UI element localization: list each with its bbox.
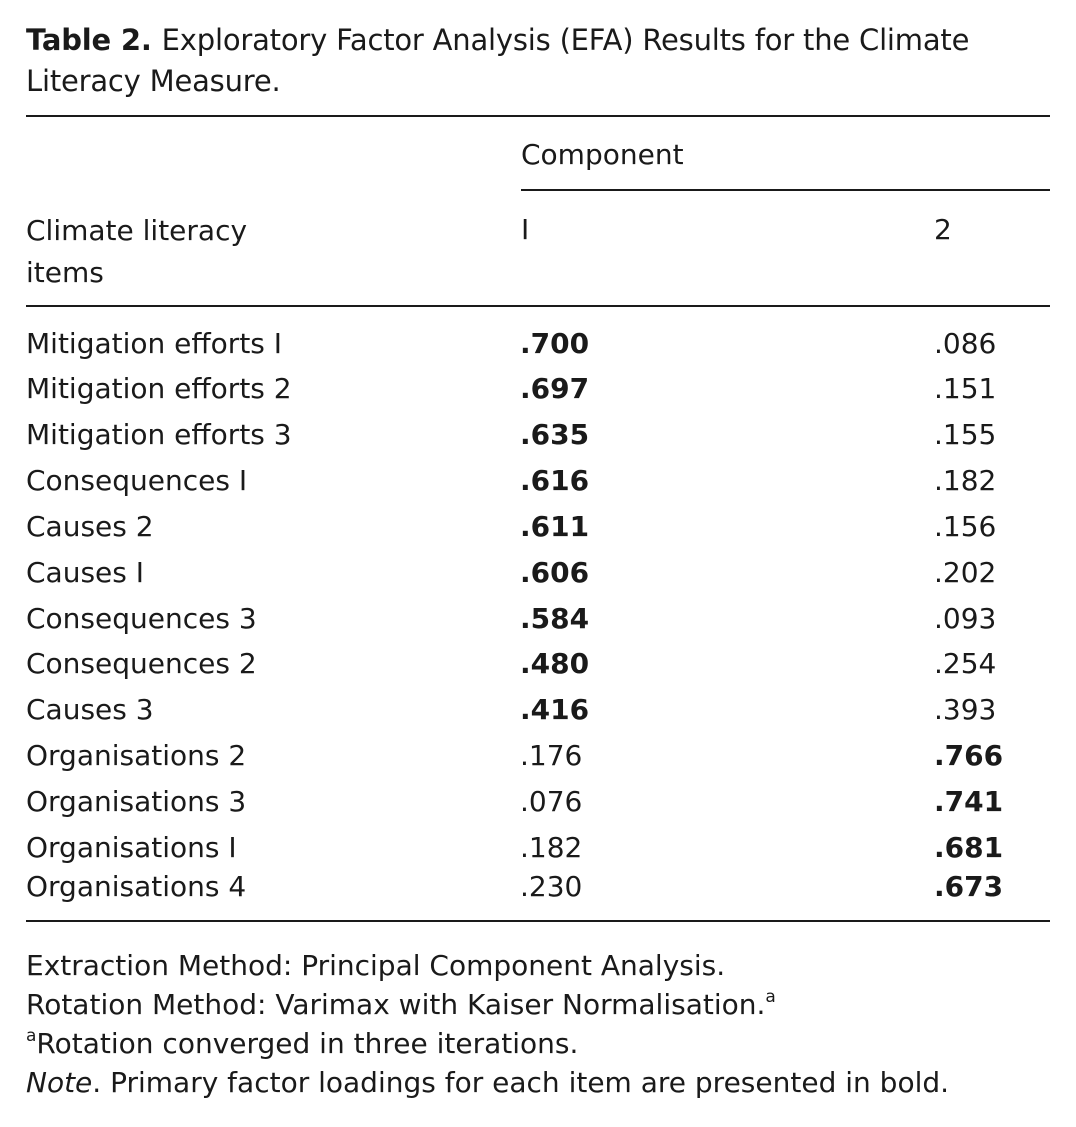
item-name: Organisations 3 [26, 785, 247, 818]
item-name: Mitigation efforts 2 [26, 372, 292, 405]
header-rule [26, 305, 1050, 307]
items-header: Climate literacy items [26, 214, 248, 289]
table-row [0, 779, 1076, 825]
loading-component-2: .182 [934, 464, 997, 497]
item-name: Consequences 3 [26, 602, 257, 635]
item-name: Mitigation efforts 3 [26, 418, 292, 451]
table-notes [26, 946, 949, 1102]
loading-component-1: .182 [520, 831, 583, 864]
table-row [0, 504, 1076, 550]
loading-component-1: .230 [520, 870, 583, 903]
table-title: Exploratory Factor Analysis (EFA) Results for the Climate Literacy Measure. [26, 23, 970, 98]
loading-component-1: .584 [520, 602, 590, 635]
table-row [0, 687, 1076, 733]
table-row [0, 596, 1076, 642]
loading-component-2: .093 [934, 602, 997, 635]
component-rule [521, 189, 1050, 191]
table-label: Table 2. [26, 23, 152, 57]
convergence-note-text: Rotation converged in three iterations. [36, 1027, 579, 1060]
loading-component-2: .766 [934, 739, 1004, 772]
item-name: Causes I [26, 556, 145, 589]
table-row [0, 641, 1076, 687]
loading-component-2: .393 [934, 693, 997, 726]
note-label: Note [26, 1066, 93, 1099]
loading-component-2: .673 [934, 870, 1004, 903]
loading-component-1: .480 [520, 647, 590, 680]
table-row [0, 321, 1076, 367]
convergence-footnote-marker: a [26, 1026, 37, 1046]
column-header-1: I [521, 213, 530, 246]
loading-component-1: .697 [520, 372, 590, 405]
loading-component-2: .681 [934, 831, 1004, 864]
table-row [0, 412, 1076, 458]
loading-component-2: .155 [934, 418, 997, 451]
loading-component-2: .086 [934, 327, 997, 360]
rotation-footnote-marker: a [765, 987, 776, 1007]
loading-component-1: .616 [520, 464, 590, 497]
convergence-note [26, 1024, 949, 1063]
table-row [0, 366, 1076, 412]
table-row [0, 458, 1076, 504]
table-row [0, 864, 1076, 910]
loading-component-1: .416 [520, 693, 590, 726]
loading-component-2: .741 [934, 785, 1004, 818]
item-name: Mitigation efforts I [26, 327, 283, 360]
top-rule [26, 115, 1050, 117]
loading-component-2: .151 [934, 372, 997, 405]
table-row [0, 550, 1076, 596]
loading-component-1: .635 [520, 418, 590, 451]
item-name: Organisations 2 [26, 739, 247, 772]
rotation-note [26, 985, 949, 1024]
loading-component-2: .156 [934, 510, 997, 543]
loading-component-1: .700 [520, 327, 590, 360]
extraction-note: Extraction Method: Principal Component Analysis. [26, 949, 726, 982]
item-name: Consequences I [26, 464, 248, 497]
item-name: Causes 2 [26, 510, 154, 543]
bold-note [26, 1063, 949, 1102]
component-header: Component [521, 138, 684, 171]
loading-component-1: .606 [520, 556, 590, 589]
item-name: Causes 3 [26, 693, 154, 726]
loading-component-2: .254 [934, 647, 997, 680]
loading-component-2: .202 [934, 556, 997, 589]
column-header-2: 2 [934, 213, 952, 246]
table-row [0, 733, 1076, 779]
item-name: Organisations I [26, 831, 237, 864]
loading-component-1: .076 [520, 785, 583, 818]
loading-component-1: .611 [520, 510, 590, 543]
bottom-rule [26, 920, 1050, 922]
note-text: . Primary factor loadings for each item are presented in bold. [92, 1066, 950, 1099]
item-name: Organisations 4 [26, 870, 247, 903]
loading-component-1: .176 [520, 739, 583, 772]
rotation-note-text: Rotation Method: Varimax with Kaiser Normalisation. [26, 988, 766, 1021]
table-caption [26, 20, 1046, 102]
item-name: Consequences 2 [26, 647, 257, 680]
